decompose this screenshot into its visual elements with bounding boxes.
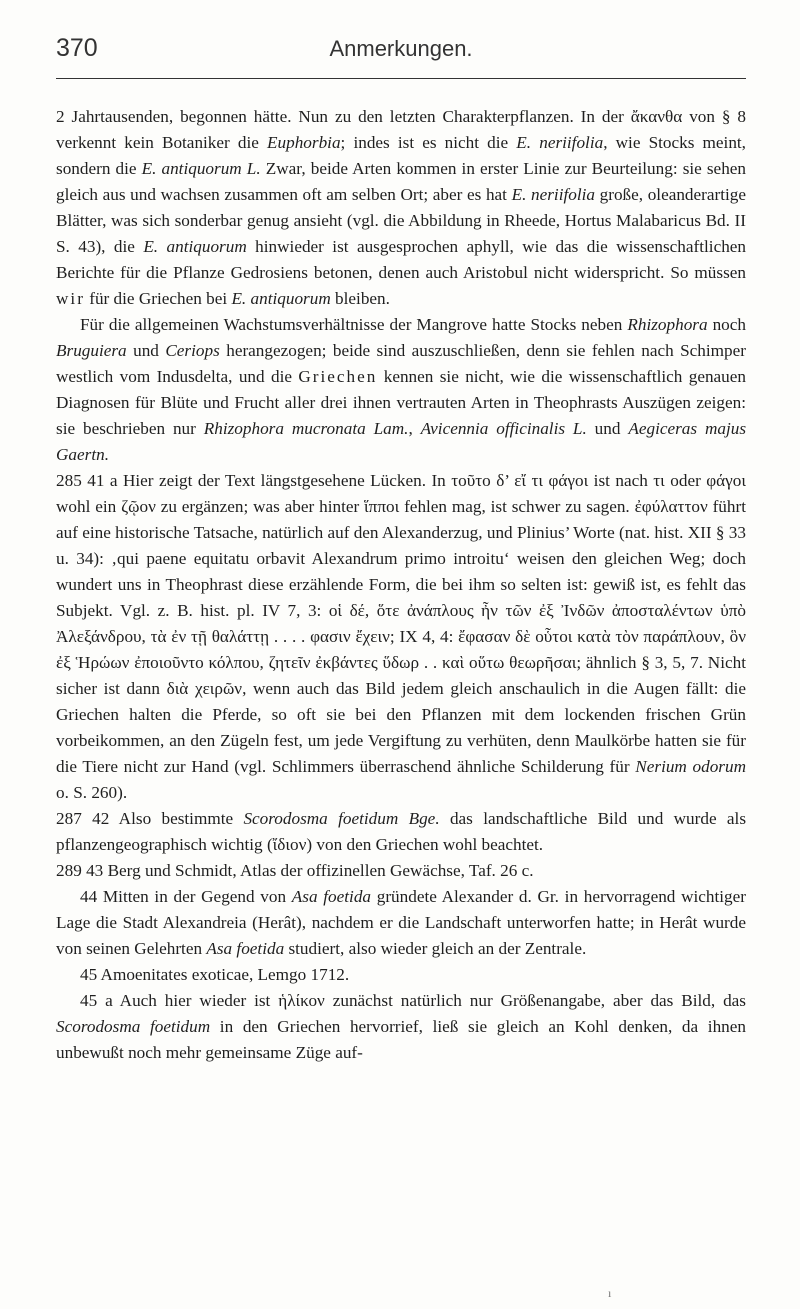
text-run: das landschaftliche Bild und wurde als pflanzengeographisch wichtig (ἴδιον) von den Griechen wohl beachtet. — [56, 809, 747, 854]
text-run: für die Griechen bei — [84, 289, 232, 308]
text-run: E. antiquorum — [231, 289, 331, 308]
text-run: E. antiquorum L. — [141, 159, 261, 178]
text-run: gründete Alexander d. Gr. in hervorragend wichtiger Lage die Stadt Alexandreia (Herât), nachdem er die Landschaft unterworfen hatte; in Herât wurde von seinen Gelehrten — [56, 887, 746, 958]
note-45a — [56, 988, 746, 1066]
page-number: 370 — [56, 34, 98, 62]
text-run: , — [408, 419, 421, 438]
text-run: Bruguiera — [56, 341, 127, 360]
text-run: und — [126, 341, 166, 360]
text-run: Asa foetida — [206, 939, 285, 958]
text-run: große, oleanderartige Blätter, was sich sonderbar genug ansieht (vgl. die Abbildung in Rheede, Hortus Malabaricus Bd. II S. 43), die — [56, 185, 746, 256]
text-run: , wie Stocks meint, sondern die — [56, 133, 746, 178]
text-run: Zwar, beide Arten kommen in erster Linie zur Beurteilung: sie sehen gleich aus und wachsen zusammen oft am selben Ort; aber es hat — [56, 159, 747, 204]
text-run: Griechen — [298, 367, 378, 386]
text-run: studiert, also wieder gleich an der Zentrale. — [284, 939, 587, 958]
text-run: 44 Mitten in der Gegend von — [80, 887, 292, 906]
text-run: Scorodosma foetidum — [56, 1017, 211, 1036]
text-run: in den Griechen hervorrief, ließ sie gleich an Kohl denken, da ihnen unbewußt noch mehr gemeinsame Züge auf- — [56, 1017, 746, 1062]
note-287-42 — [56, 806, 746, 858]
running-header — [56, 32, 746, 79]
paragraph-euphorbia — [56, 104, 746, 312]
paragraph-mangrove — [56, 312, 746, 468]
text-run: und — [586, 419, 629, 438]
note-45 — [56, 962, 746, 988]
text-run: 287 42 Also bestimmte — [56, 809, 244, 828]
text-run: E. neriifolia — [516, 133, 604, 152]
text-run: kennen sie nicht, wie die wissenschaftlich genauen Diagnosen für Blüte und Frucht aller drei ihnen vertrauten Arten in Theophrasts Auszügen zeigen: sie beschrieben nur — [56, 367, 747, 438]
text-run: E. neriifolia — [511, 185, 595, 204]
note-285-41a — [56, 468, 746, 806]
text-run: wir — [56, 289, 85, 308]
text-run: Nerium odorum — [635, 757, 746, 776]
text-run: hinwieder ist ausgesprochen aphyll, wie das die wissenschaftlichen Berichte für die Pflanze Gedrosiens betonen, denen auch Aristobul nicht widerspricht. So müssen — [56, 237, 747, 282]
text-run: o. S. 260). — [56, 783, 128, 802]
running-title: Anmerkungen. — [329, 36, 473, 61]
text-run: ; indes ist es nicht die — [340, 133, 517, 152]
text-run: 45 Amoenitates exoticae, Lemgo 1712. — [80, 965, 350, 984]
text-run: 289 43 Berg und Schmidt, Atlas der offizinellen Gewächse, Taf. 26 c. — [56, 861, 534, 880]
text-run: 2 Jahrtausenden, begonnen hätte. Nun zu den letzten Charakterpflanzen. In der ἄκανθα von § 8 verkennt kein Botaniker die — [56, 107, 746, 152]
text-run: bleiben. — [330, 289, 390, 308]
note-44 — [56, 884, 746, 962]
stray-print-mark: ı — [608, 1286, 612, 1300]
text-run: Rhizophora — [627, 315, 708, 334]
text-run: 45 a Auch hier wieder ist ἡλίκον zunächst natürlich nur Größenangabe, aber das Bild, das — [80, 991, 746, 1010]
text-run: herangezogen; beide sind auszuschließen, denn sie fehlen nach Schimper westlich vom Indusdelta, und die — [56, 341, 746, 386]
annotation-text-block — [56, 104, 746, 1066]
text-run: noch — [707, 315, 746, 334]
text-run: Aegiceras majus Gaertn. — [56, 419, 747, 464]
note-289-43 — [56, 858, 746, 884]
text-run: Rhizophora mucronata Lam. — [203, 419, 409, 438]
text-run: Scorodosma foetidum Bge. — [243, 809, 440, 828]
text-run: Avicennia officinalis L. — [420, 419, 587, 438]
text-run: Für die allgemeinen Wachstumsverhältnisse der Mangrove hatte Stocks neben — [80, 315, 628, 334]
text-run: 285 41 a Hier zeigt der Text längstgesehene Lücken. In τοῦτο δ’ εἴ τι φάγοι ist nach τι oder φάγοι wohl ein ζῷον zu ergänzen; was aber hinter ἵπποι fehlen mag, ist schwer zu sagen. ἐφύλαττον führt auf eine historische Tatsache, natürlich auf den Alexanderzug, und Plinius’ Worte (nat. hist. XII § 33 u. 34): ‚qui paene equitatu orbavit Alexandrum primo introitu‘ weisen den gleichen Weg; doch wundert uns in Theophrast diese erzählende Form, die bei ihm so selten ist: gewiß ist, es fehlt das Subjekt. Vgl. z. B. hist. pl. IV 7, 3: οἱ δέ, ὅτε ἀνάπλους ἦν τῶν ἐξ Ἰνδῶν ἀποσταλέντων ὑπὸ Ἀλεξάνδρου, τὰ ἐν τῇ θαλάττῃ . . . . φασιν ἔχειν; IX 4, 4: ἔφασαν δὲ οὗτοι κατὰ τὸν παράπλουν, ὃν ἐξ Ἡρώων ἐποιοῦντο κόλπου, ζητεῖν ἐκβάντες ὕδωρ . . καὶ οὕτω θεωρῆσαι; ähnlich § 3, 5, 7. Nicht sicher ist dann διὰ χειρῶν, wenn auch das Bild jedem gleich anschaulich in die Augen fällt: die Griechen halten die Pferde, so oft sie bei den Pflanzen mit dem lockenden frischen Grün vorbeikommen, an den Zügeln fest, um jede Vergiftung zu verhüten, denn Maulkörbe hatten sie für die Tiere nicht zur Hand (vgl. Schlimmers überraschend ähnliche Schilderung für — [56, 471, 746, 776]
text-run: Ceriops — [165, 341, 220, 360]
text-run: Euphorbia — [267, 133, 341, 152]
text-run: Asa foetida — [291, 887, 372, 906]
text-run: E. antiquorum — [143, 237, 247, 256]
